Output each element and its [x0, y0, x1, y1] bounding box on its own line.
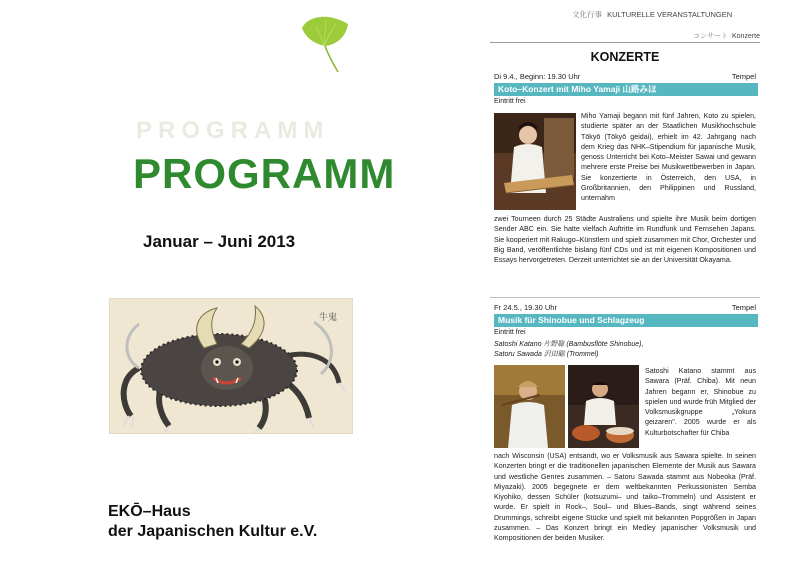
koto-player-photo — [494, 113, 576, 210]
sub-heading — [693, 31, 760, 41]
event-2-text-full: nach Wisconsin (USA) entsandt, wo er Volksmusik aus Sawara spielte. In seinen Konzerten bringt er die traditionellen japanischen Elemente der Musik aus Sawara und westliche Genres zusammen. – Satoru Sawada stammt aus Nobeoka (Präf. Miyazaki). 2005 begegnete er dem weltbekannten Perkussionisten Semba Kiyohiko, dessen Schüler (kotsuzumi– und taiko–Trommeln) und Assistent er wurde. Er spielt in Rock–, Soul– und Blues–Bands, singt während seines Drummings, schreibt eigene Stücke und spielt mit bekannten Popgrößen in Japan zusammen. – Das Konzert bringt ein Medley japanischer Volksmusik und Kompositionen der beiden Musiker. — [494, 452, 756, 542]
ushi-oni-artwork — [109, 298, 353, 434]
event-2-entry: Eintritt frei — [494, 329, 526, 336]
event-1-meta — [494, 72, 756, 81]
event-2-meta — [494, 303, 756, 312]
drummer-photo — [568, 365, 639, 448]
section-heading-jp: 文化行事 — [572, 10, 602, 19]
sub-heading-jp: コンサート — [693, 33, 729, 40]
artwork-caption: 牛鬼 — [319, 313, 338, 323]
concert-page — [490, 0, 760, 565]
event-1-title: Koto–Konzert mit Miho Yamaji 山路みほ — [494, 83, 758, 96]
header-rule — [490, 42, 760, 43]
organization-name: EKŌ–Haus — [108, 503, 191, 520]
event-1-venue: Tempel — [731, 72, 756, 81]
event-1-text-full: zwei Tourneen durch 25 Städte Australiens und spielte ihre Musik beim dortigen Sender ABC ein. Sie hatte vielfach Auftritte im Rundfunk und Fernsehen Japans. Sie kooperiert mit Rakugo–Künstlern und spielt zusammen mit Chor, Orchester und Big Band, veröffentlichte bislang fünf CDs und ist mit eigenen Kompositionen und Essays hervorgetreten. Derzeit unterrichtet sie an der Universität Okayama. — [494, 215, 756, 264]
event-1-text-right: Miho Yamaji begann mit fünf Jahren, Koto zu spielen, studierte später an der Staatlichen Musikhochschule Tōkyō (Tōkyō geidai), erhielt im 42. Jahrgang nach dem Krieg das NHK–Stipendium für japanische Musik, genoss Unterricht bei Koto–Meister Sawai und gewann mehrere erste Preise bei Musikwettbewerben in Japan. Sie konzertierte in Österreich, den USA, in Großbritannien, den Philippinen und Russland, unternahm — [581, 112, 756, 202]
page-title: KONZERTE — [590, 50, 660, 64]
ghost-title: PROGRAMM — [136, 117, 330, 144]
shinobue-player-photo — [494, 365, 565, 448]
event-1-date: Di 9.4., Beginn: 19.30 Uhr — [494, 72, 581, 81]
sub-heading-text: Konzerte — [731, 33, 760, 40]
ginkgo-leaf-icon — [298, 14, 354, 74]
event-2-date: Fr 24.5., 19.30 Uhr — [494, 303, 557, 312]
program-title: PROGRAMM — [133, 150, 396, 197]
event-2-title: Musik für Shinobue und Schlagzeug — [494, 314, 758, 327]
section-heading — [572, 9, 732, 20]
event-2-performer-1: Satoshi Katano 片野聡 (Bambusflöte Shinobue), — [494, 341, 644, 348]
section-heading-text: KULTURELLE VERANSTALTUNGEN — [607, 10, 733, 19]
event-2-performer-2: Satoru Sawada 沢田聡 (Trommel) — [494, 351, 599, 358]
event-1-entry: Eintritt frei — [494, 98, 526, 105]
date-range: Januar – Juni 2013 — [143, 232, 296, 251]
event-2-venue: Tempel — [731, 303, 756, 312]
event-divider — [490, 297, 760, 298]
organization-subtitle: der Japanischen Kultur e.V. — [108, 523, 318, 540]
event-2-text-right: Satoshi Katano stammt aus Sawara (Präf. Chiba). Mit neun Jahren begann er, Shinobue zu spielen und wurde früh Mitglied der Volksmusikgruppe „Yokura geizaren". 2005 wurde er als Kulturbotschafter für Chiba — [645, 367, 756, 437]
